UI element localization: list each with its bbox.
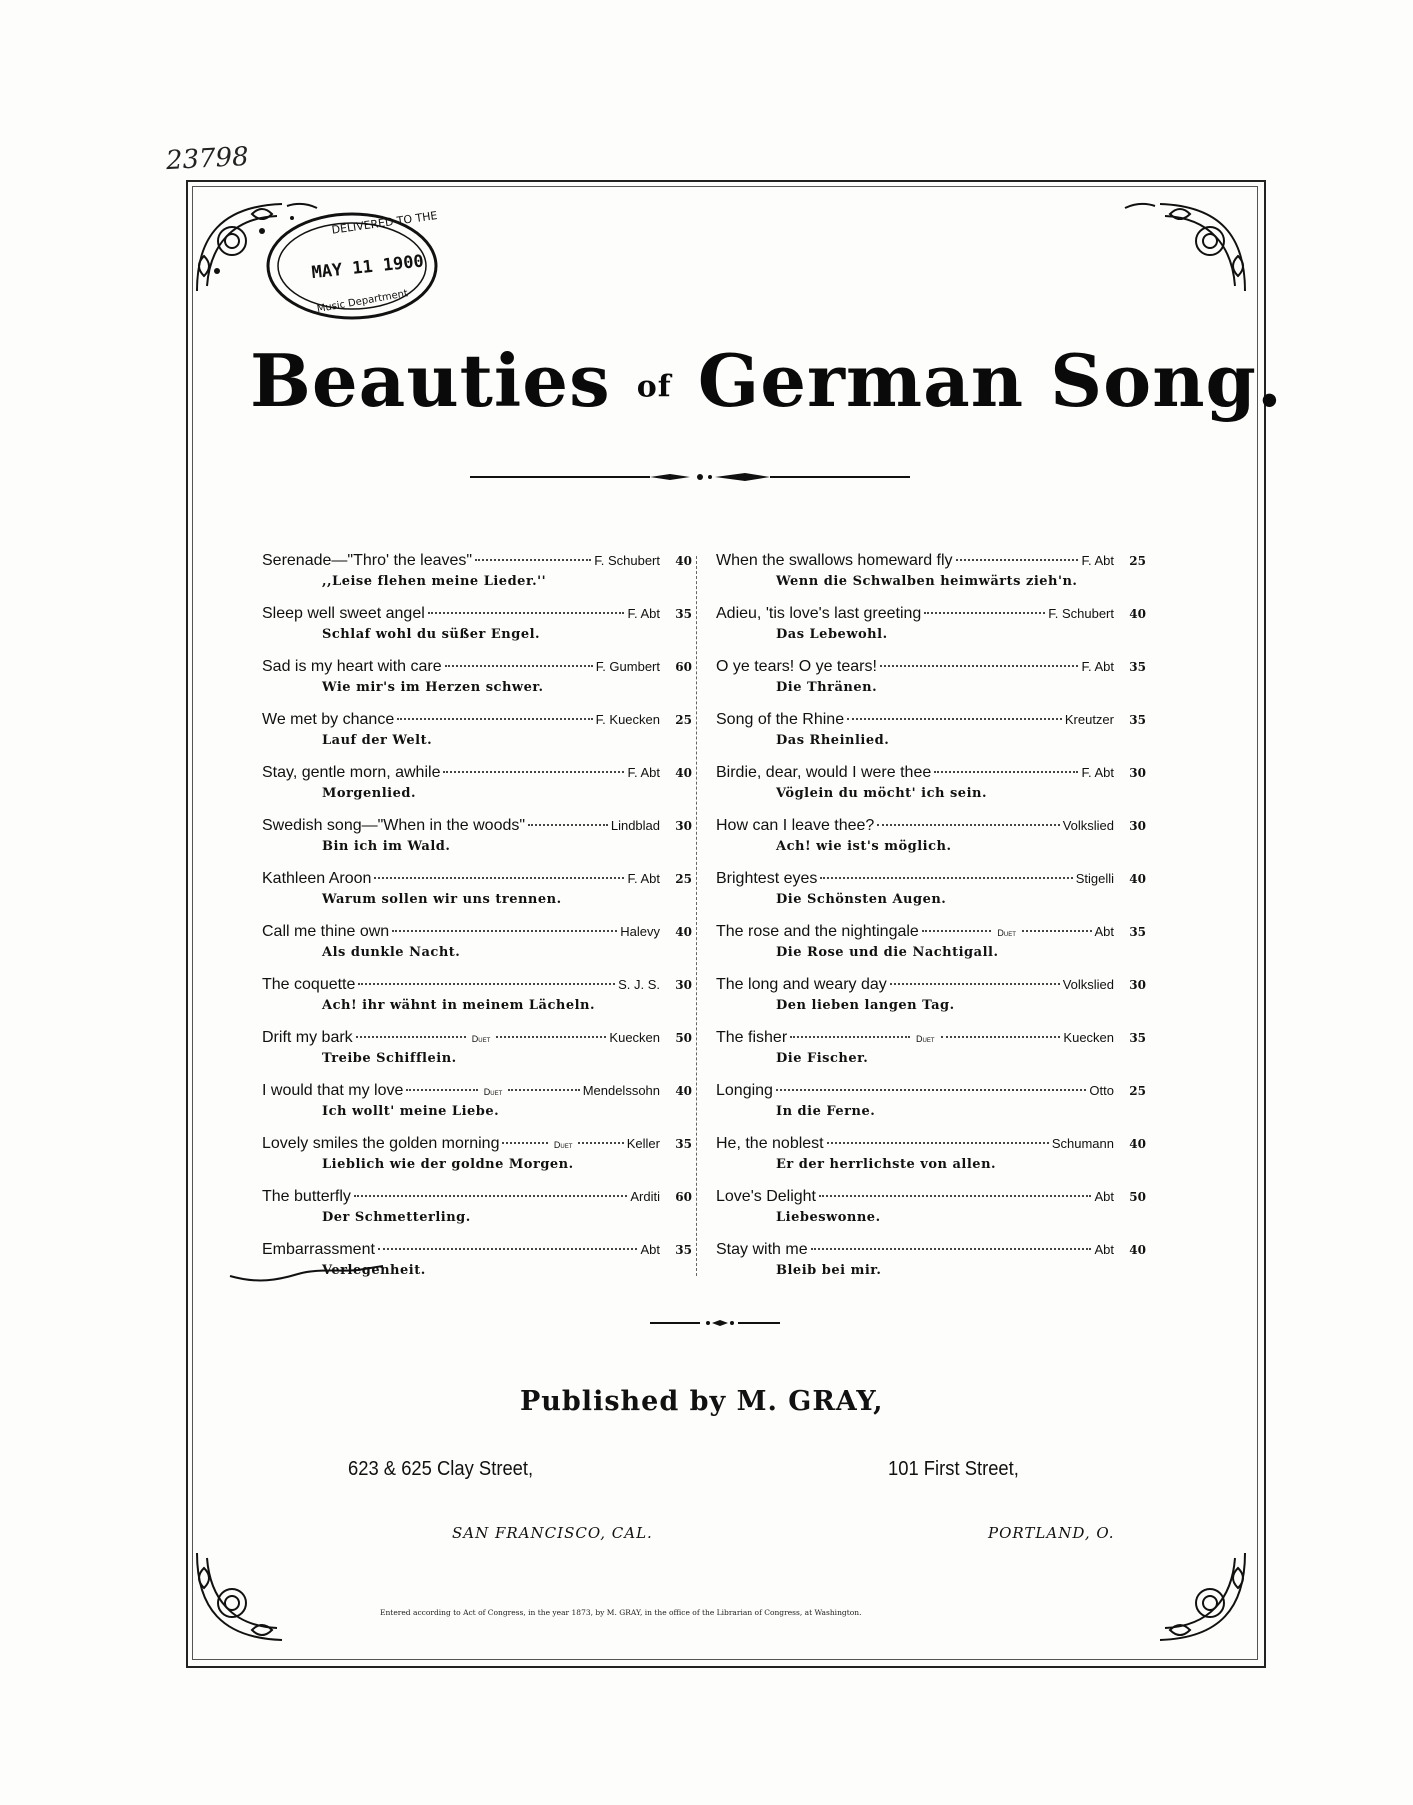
song-price: 40 <box>675 766 692 780</box>
song-german-title: Das Rheinlied. <box>776 733 890 748</box>
song-composer: Stigelli <box>1075 871 1114 886</box>
leader-dots <box>847 717 1062 720</box>
leader-dots <box>1022 929 1092 932</box>
leader-dots <box>406 1088 477 1091</box>
song-entry <box>262 552 692 605</box>
song-list-left <box>262 552 692 1294</box>
song-entry <box>716 1029 1146 1082</box>
song-german-title: Wie mir's im Herzen schwer. <box>322 680 544 695</box>
song-title: Adieu, 'tis love's last greeting <box>716 605 922 622</box>
song-entry-line <box>262 1188 692 1206</box>
song-price: 60 <box>675 1190 692 1204</box>
song-german-title: Ach! wie ist's möglich. <box>776 839 952 854</box>
leader-dots <box>392 929 617 932</box>
song-title: He, the noblest <box>716 1135 824 1152</box>
song-german-title: Liebeswonne. <box>776 1210 881 1225</box>
song-composer: F. Kuecken <box>595 712 660 727</box>
song-entry <box>716 605 1146 658</box>
song-title: Serenade—"Thro' the leaves" <box>262 552 473 569</box>
duet-label: Duet <box>553 1140 573 1150</box>
song-price: 30 <box>1129 819 1146 833</box>
duet-label: Duet <box>916 1034 935 1044</box>
song-composer: Arditi <box>630 1189 660 1204</box>
song-composer: F. Abt <box>627 871 660 886</box>
song-composer: Volkslied <box>1062 818 1114 833</box>
song-price: 40 <box>675 554 692 568</box>
leader-dots <box>819 1194 1091 1197</box>
song-price: 35 <box>675 1137 692 1151</box>
song-entry-line <box>716 923 1146 941</box>
song-entry <box>262 1135 692 1188</box>
leader-dots <box>922 929 992 932</box>
song-title: Birdie, dear, would I were thee <box>716 764 932 781</box>
publisher-line: Published by M. GRAY, <box>520 1386 884 1417</box>
leader-dots <box>890 982 1060 985</box>
song-composer: Abt <box>1094 1189 1114 1204</box>
song-title: The long and weary day <box>716 976 887 993</box>
leader-dots <box>378 1247 638 1250</box>
song-price: 30 <box>1129 766 1146 780</box>
song-price: 40 <box>675 1084 693 1098</box>
song-entry-line <box>262 1082 692 1100</box>
leader-dots <box>475 558 591 561</box>
song-title: O ye tears! O ye tears! <box>716 658 877 675</box>
song-price: 35 <box>675 607 692 621</box>
city-left: SAN FRANCISCO, CAL. <box>452 1524 653 1542</box>
leader-dots <box>924 611 1045 614</box>
song-title: Love's Delight <box>716 1188 816 1205</box>
song-german-title: Der Schmetterling. <box>322 1210 471 1225</box>
stamp-bottom-text: Music Department <box>316 288 409 316</box>
leader-dots <box>941 1035 1061 1038</box>
stamp-top-text: DELIVERED TO THE <box>330 209 439 237</box>
song-composer: F. Abt <box>1081 553 1114 568</box>
pen-flourish <box>228 1262 388 1286</box>
song-title: Sleep well sweet angel <box>262 605 425 622</box>
leader-dots <box>827 1141 1049 1144</box>
song-composer: Kuecken <box>1063 1030 1115 1045</box>
corner-ornament-bottom-right <box>1120 1548 1250 1648</box>
leader-dots <box>776 1088 1086 1091</box>
song-title: When the swallows homeward fly <box>716 552 953 569</box>
title-word-german-song: German Song. <box>697 338 1283 423</box>
song-title: We met by chance <box>262 711 395 728</box>
duet-label: Duet <box>997 928 1016 938</box>
song-entry <box>716 976 1146 1029</box>
leader-dots <box>956 558 1079 561</box>
leader-dots <box>820 876 1072 879</box>
song-title: The fisher <box>716 1029 788 1046</box>
song-german-title: Die Fischer. <box>776 1051 869 1066</box>
song-entry-line <box>262 870 692 888</box>
leader-dots <box>356 1035 466 1038</box>
song-composer: F. Abt <box>627 606 660 621</box>
song-composer: Halevy <box>620 924 660 939</box>
leader-dots <box>877 823 1059 826</box>
song-entry <box>716 1135 1146 1188</box>
song-german-title: ,,Leise flehen meine Lieder.'' <box>322 574 547 589</box>
song-entry <box>262 658 692 711</box>
song-german-title: Treibe Schifflein. <box>322 1051 457 1066</box>
song-price: 40 <box>1129 1137 1146 1151</box>
song-title: Call me thine own <box>262 923 390 940</box>
song-entry <box>716 552 1146 605</box>
song-entry-line <box>262 552 692 570</box>
song-entry <box>262 976 692 1029</box>
title-ornamental-rule <box>470 470 910 484</box>
song-entry-line <box>262 923 692 941</box>
leader-dots <box>578 1141 623 1144</box>
song-german-title: Vöglein du möcht' ich sein. <box>776 786 987 801</box>
leader-dots <box>880 664 1079 667</box>
song-entry-line <box>716 1241 1146 1259</box>
column-divider <box>696 556 698 1276</box>
song-entry-line <box>262 658 692 676</box>
song-entry <box>716 1188 1146 1241</box>
leader-dots <box>358 982 615 985</box>
song-price: 50 <box>675 1031 693 1045</box>
song-entry <box>716 658 1146 711</box>
song-price: 25 <box>675 713 692 727</box>
song-entry-line <box>716 1188 1146 1206</box>
song-german-title: Bin ich im Wald. <box>322 839 451 854</box>
song-entry <box>262 605 692 658</box>
song-german-title: Die Schönsten Augen. <box>776 892 947 907</box>
song-german-title: Lauf der Welt. <box>322 733 433 748</box>
song-price: 40 <box>1129 607 1146 621</box>
corner-ornament-top-right <box>1120 196 1250 296</box>
song-entry <box>262 1082 692 1135</box>
song-german-title: Morgenlied. <box>322 786 416 801</box>
song-german-title: Den lieben langen Tag. <box>776 998 955 1013</box>
leader-dots <box>428 611 625 614</box>
song-composer: Mendelssohn <box>582 1083 661 1098</box>
song-title: Brightest eyes <box>716 870 818 887</box>
song-title: The butterfly <box>262 1188 351 1205</box>
handwritten-note: 23798 <box>165 141 250 177</box>
song-composer: F. Abt <box>627 765 660 780</box>
song-entry <box>716 1082 1146 1135</box>
song-price: 35 <box>675 1243 692 1257</box>
song-german-title: Lieblich wie der goldne Morgen. <box>322 1157 574 1172</box>
leader-dots <box>397 717 592 720</box>
song-german-title: Er der herrlichste von allen. <box>776 1157 997 1172</box>
leader-dots <box>934 770 1078 773</box>
song-title: I would that my love <box>262 1082 404 1099</box>
leader-dots <box>496 1035 606 1038</box>
song-composer: S. J. S. <box>618 977 660 992</box>
song-price: 40 <box>675 925 692 939</box>
library-stamp <box>262 206 442 326</box>
song-composer: Kreutzer <box>1064 712 1114 727</box>
song-composer: F. Schubert <box>594 553 660 568</box>
song-entry <box>262 817 692 870</box>
duet-label: Duet <box>471 1034 491 1044</box>
song-entry <box>716 817 1146 870</box>
song-price: 35 <box>1129 1031 1147 1045</box>
song-composer: Abt <box>640 1242 660 1257</box>
song-entry-line <box>262 976 692 994</box>
leader-dots <box>445 664 593 667</box>
song-price: 25 <box>1129 1084 1146 1098</box>
song-entry-line <box>716 1029 1146 1047</box>
song-title: Stay with me <box>716 1241 808 1258</box>
song-german-title: Ach! ihr wähnt in meinem Lächeln. <box>322 998 596 1013</box>
song-entry-line <box>716 658 1146 676</box>
song-german-title: Die Thränen. <box>776 680 878 695</box>
song-title: Drift my bark <box>262 1029 353 1046</box>
song-list-right <box>716 552 1146 1294</box>
address-left: 623 & 625 Clay Street, <box>348 1458 534 1480</box>
song-german-title: Ich wollt' meine Liebe. <box>322 1104 500 1119</box>
song-title: Swedish song—"When in the woods" <box>262 817 526 834</box>
song-entry-line <box>716 605 1146 623</box>
song-composer: Otto <box>1089 1083 1114 1098</box>
song-composer: Abt <box>1094 1242 1114 1257</box>
song-entry-line <box>716 711 1146 729</box>
song-entry <box>716 764 1146 817</box>
song-entry-line <box>716 976 1146 994</box>
song-composer: Abt <box>1094 924 1115 939</box>
song-price: 30 <box>675 819 692 833</box>
duet-label: Duet <box>483 1087 503 1097</box>
song-entry-line <box>262 711 692 729</box>
song-composer: Kuecken <box>609 1030 661 1045</box>
song-entry <box>262 764 692 817</box>
song-composer: Volkslied <box>1062 977 1114 992</box>
song-entry <box>716 870 1146 923</box>
leader-dots <box>811 1247 1092 1250</box>
leader-dots <box>374 876 624 879</box>
leader-dots <box>528 823 608 826</box>
song-price: 50 <box>1129 1190 1146 1204</box>
song-entry-line <box>716 764 1146 782</box>
song-german-title: Das Lebewohl. <box>776 627 888 642</box>
bottom-ornamental-rule <box>650 1318 780 1328</box>
leader-dots <box>790 1035 910 1038</box>
song-entry-line <box>262 1135 692 1153</box>
song-title: The coquette <box>262 976 356 993</box>
leader-dots <box>443 770 624 773</box>
song-entry-line <box>716 552 1146 570</box>
song-price: 40 <box>1129 872 1146 886</box>
song-composer: Keller <box>626 1136 660 1151</box>
song-price: 35 <box>1129 925 1147 939</box>
song-german-title: Verlegenheit. <box>322 1263 426 1278</box>
corner-ornament-bottom-left <box>192 1548 322 1648</box>
song-german-title: Bleib bei mir. <box>776 1263 882 1278</box>
song-entry-line <box>716 817 1146 835</box>
song-price: 30 <box>1129 978 1146 992</box>
song-title: Sad is my heart with care <box>262 658 442 675</box>
song-entry <box>262 1188 692 1241</box>
song-title: Song of the Rhine <box>716 711 845 728</box>
copyright-notice: Entered according to Act of Congress, in the year 1873, by M. GRAY, in the office of the Librarian of Congress, at Washington. <box>380 1608 862 1617</box>
song-entry-line <box>716 1082 1146 1100</box>
song-composer: F. Gumbert <box>595 659 660 674</box>
title-word-beauties: Beauties <box>250 338 611 423</box>
stamp-date: MAY 11 1900 <box>310 251 425 284</box>
song-composer: Schumann <box>1051 1136 1114 1151</box>
song-composer: F. Abt <box>1081 765 1114 780</box>
song-entry <box>262 1029 692 1082</box>
song-entry-line <box>262 1029 692 1047</box>
song-title: Lovely smiles the golden morning <box>262 1135 500 1152</box>
leader-dots <box>354 1194 627 1197</box>
leader-dots <box>508 1088 579 1091</box>
song-composer: Lindblad <box>610 818 660 833</box>
song-entry <box>716 711 1146 764</box>
song-entry-line <box>716 1135 1146 1153</box>
song-price: 40 <box>1129 1243 1146 1257</box>
song-entry-line <box>262 817 692 835</box>
song-german-title: In die Ferne. <box>776 1104 876 1119</box>
song-german-title: Die Rose und die Nachtigall. <box>776 945 999 960</box>
song-price: 25 <box>675 872 692 886</box>
song-entry <box>716 1241 1146 1294</box>
song-german-title: Schlaf wohl du süßer Engel. <box>322 627 541 642</box>
song-german-title: Wenn die Schwalben heimwärts zieh'n. <box>776 574 1078 589</box>
song-composer: F. Schubert <box>1048 606 1114 621</box>
song-german-title: Warum sollen wir uns trennen. <box>322 892 562 907</box>
song-price: 25 <box>1129 554 1146 568</box>
song-entry-line <box>262 1241 692 1259</box>
song-entry <box>716 923 1146 976</box>
song-title: Kathleen Aroon <box>262 870 372 887</box>
song-entry <box>262 711 692 764</box>
city-right: PORTLAND, O. <box>988 1524 1115 1542</box>
song-title: How can I leave thee? <box>716 817 875 834</box>
song-price: 60 <box>675 660 692 674</box>
song-entry <box>262 923 692 976</box>
song-entry-line <box>262 764 692 782</box>
address-right: 101 First Street, <box>888 1458 1019 1480</box>
song-composer: F. Abt <box>1081 659 1114 674</box>
song-german-title: Als dunkle Nacht. <box>322 945 461 960</box>
song-price: 30 <box>675 978 692 992</box>
song-price: 35 <box>1129 660 1146 674</box>
song-entry <box>262 870 692 923</box>
song-entry-line <box>716 870 1146 888</box>
song-title: The rose and the nightingale <box>716 923 919 940</box>
song-title: Stay, gentle morn, awhile <box>262 764 441 781</box>
leader-dots <box>502 1141 547 1144</box>
song-title: Embarrassment <box>262 1241 375 1258</box>
song-title: Longing <box>716 1082 773 1099</box>
song-price: 35 <box>1129 713 1146 727</box>
title-word-of: of <box>636 369 672 405</box>
song-entry-line <box>262 605 692 623</box>
page-title <box>250 338 1283 423</box>
